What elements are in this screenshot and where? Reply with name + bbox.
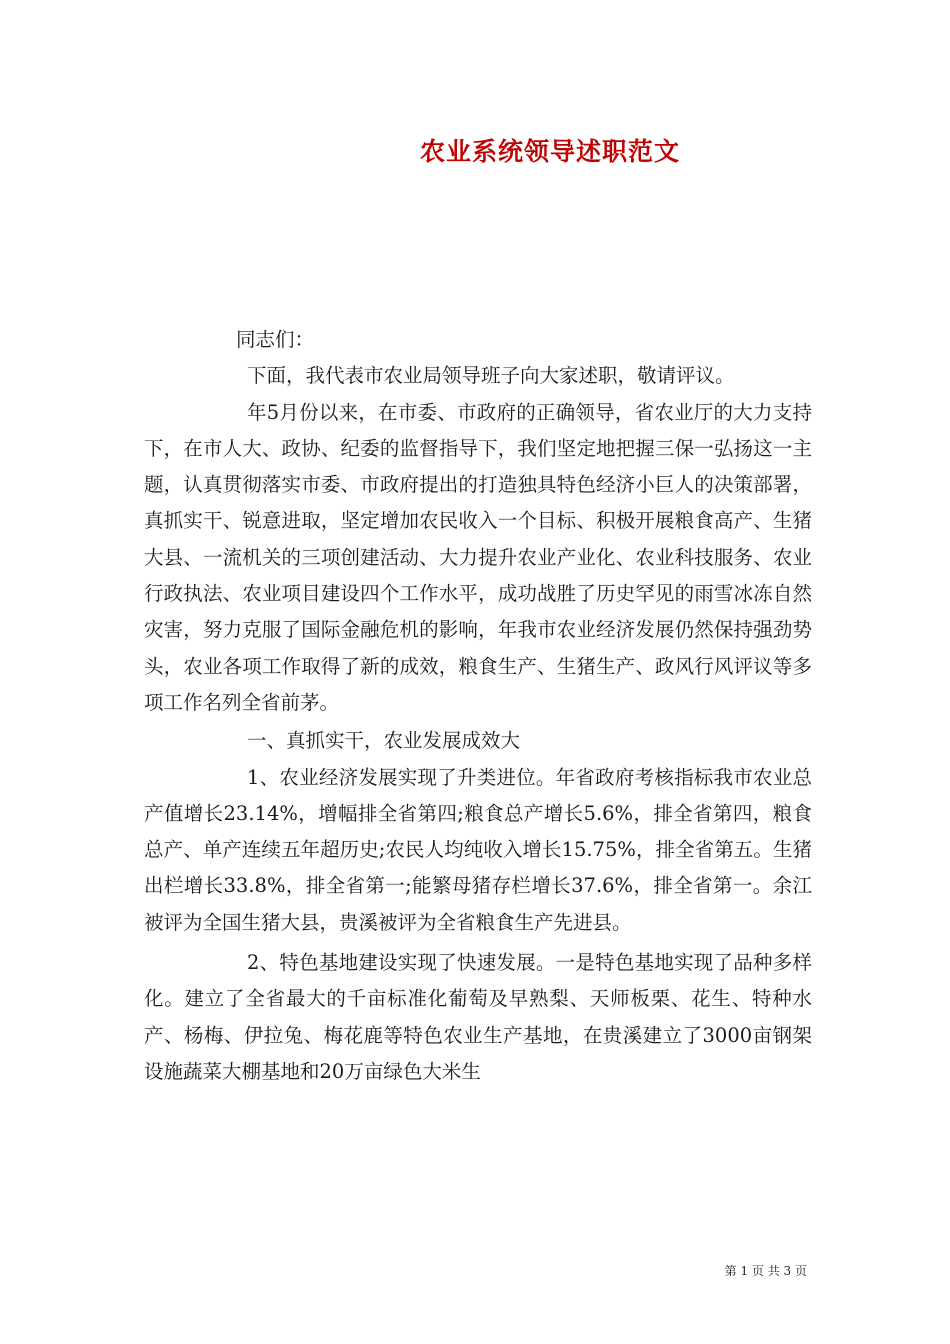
list-item-2-paragraph: 2、特色基地建设实现了快速发展。一是特色基地实现了品种多样化。建立了全省最大的千亩标准化葡萄及早熟梨、天师板栗、花生、特种水产、杨梅、伊拉兔、梅花鹿等特色农业生产基地，在贵溪建立了3000亩钢架设施蔬菜大棚基地和20万亩绿色大米生	[144, 951, 812, 1083]
list-item-1-paragraph: 1、农业经济发展实现了升类进位。年省政府考核指标我市农业总产值增长23.14%，增幅排全省第四;粮食总产增长5.6%，排全省第四，粮食总产、单产连续五年超历史;农民人均纯收入增长15.75%，排全省第五。生猪出栏增长33.8%，排全省第一;能繁母猪存栏增长37.6%，排全省第一。余江被评为全国生猪大县，贵溪被评为全省粮食生产先进县。	[144, 765, 812, 934]
section-heading: 一、真抓实干，农业发展成效大	[247, 729, 521, 753]
document-body	[144, 322, 812, 1090]
main-paragraph: 年5月份以来，在市委、市政府的正确领导，省农业厅的大力支持下，在市人大、政协、纪委的监督指导下，我们坚定地把握三保一弘扬这一主题，认真贯彻落实市委、市政府提出的打造独具特色经济小巨人的决策部署，真抓实干、锐意进取，坚定增加农民收入一个目标、积极开展粮食高产、生猪大县、一流机关的三项创建活动、大力提升农业产业化、农业科技服务、农业行政执法、农业项目建设四个工作水平，成功战胜了历史罕见的雨雪冰冻自然灾害，努力克服了国际金融危机的影响，年我市农业经济发展仍然保持强劲势头，农业各项工作取得了新的成效，粮食生产、生猪生产、政风行风评议等多项工作名列全省前茅。	[144, 400, 812, 714]
page-footer: 第 1 页 共 3 页	[724, 1264, 807, 1278]
salutation-paragraph: 同志们：	[236, 328, 315, 351]
intro-paragraph: 下面，我代表市农业局领导班子向大家述职，敬请评议。	[247, 364, 735, 388]
document-title: 农业系统领导述职范文	[419, 137, 680, 166]
